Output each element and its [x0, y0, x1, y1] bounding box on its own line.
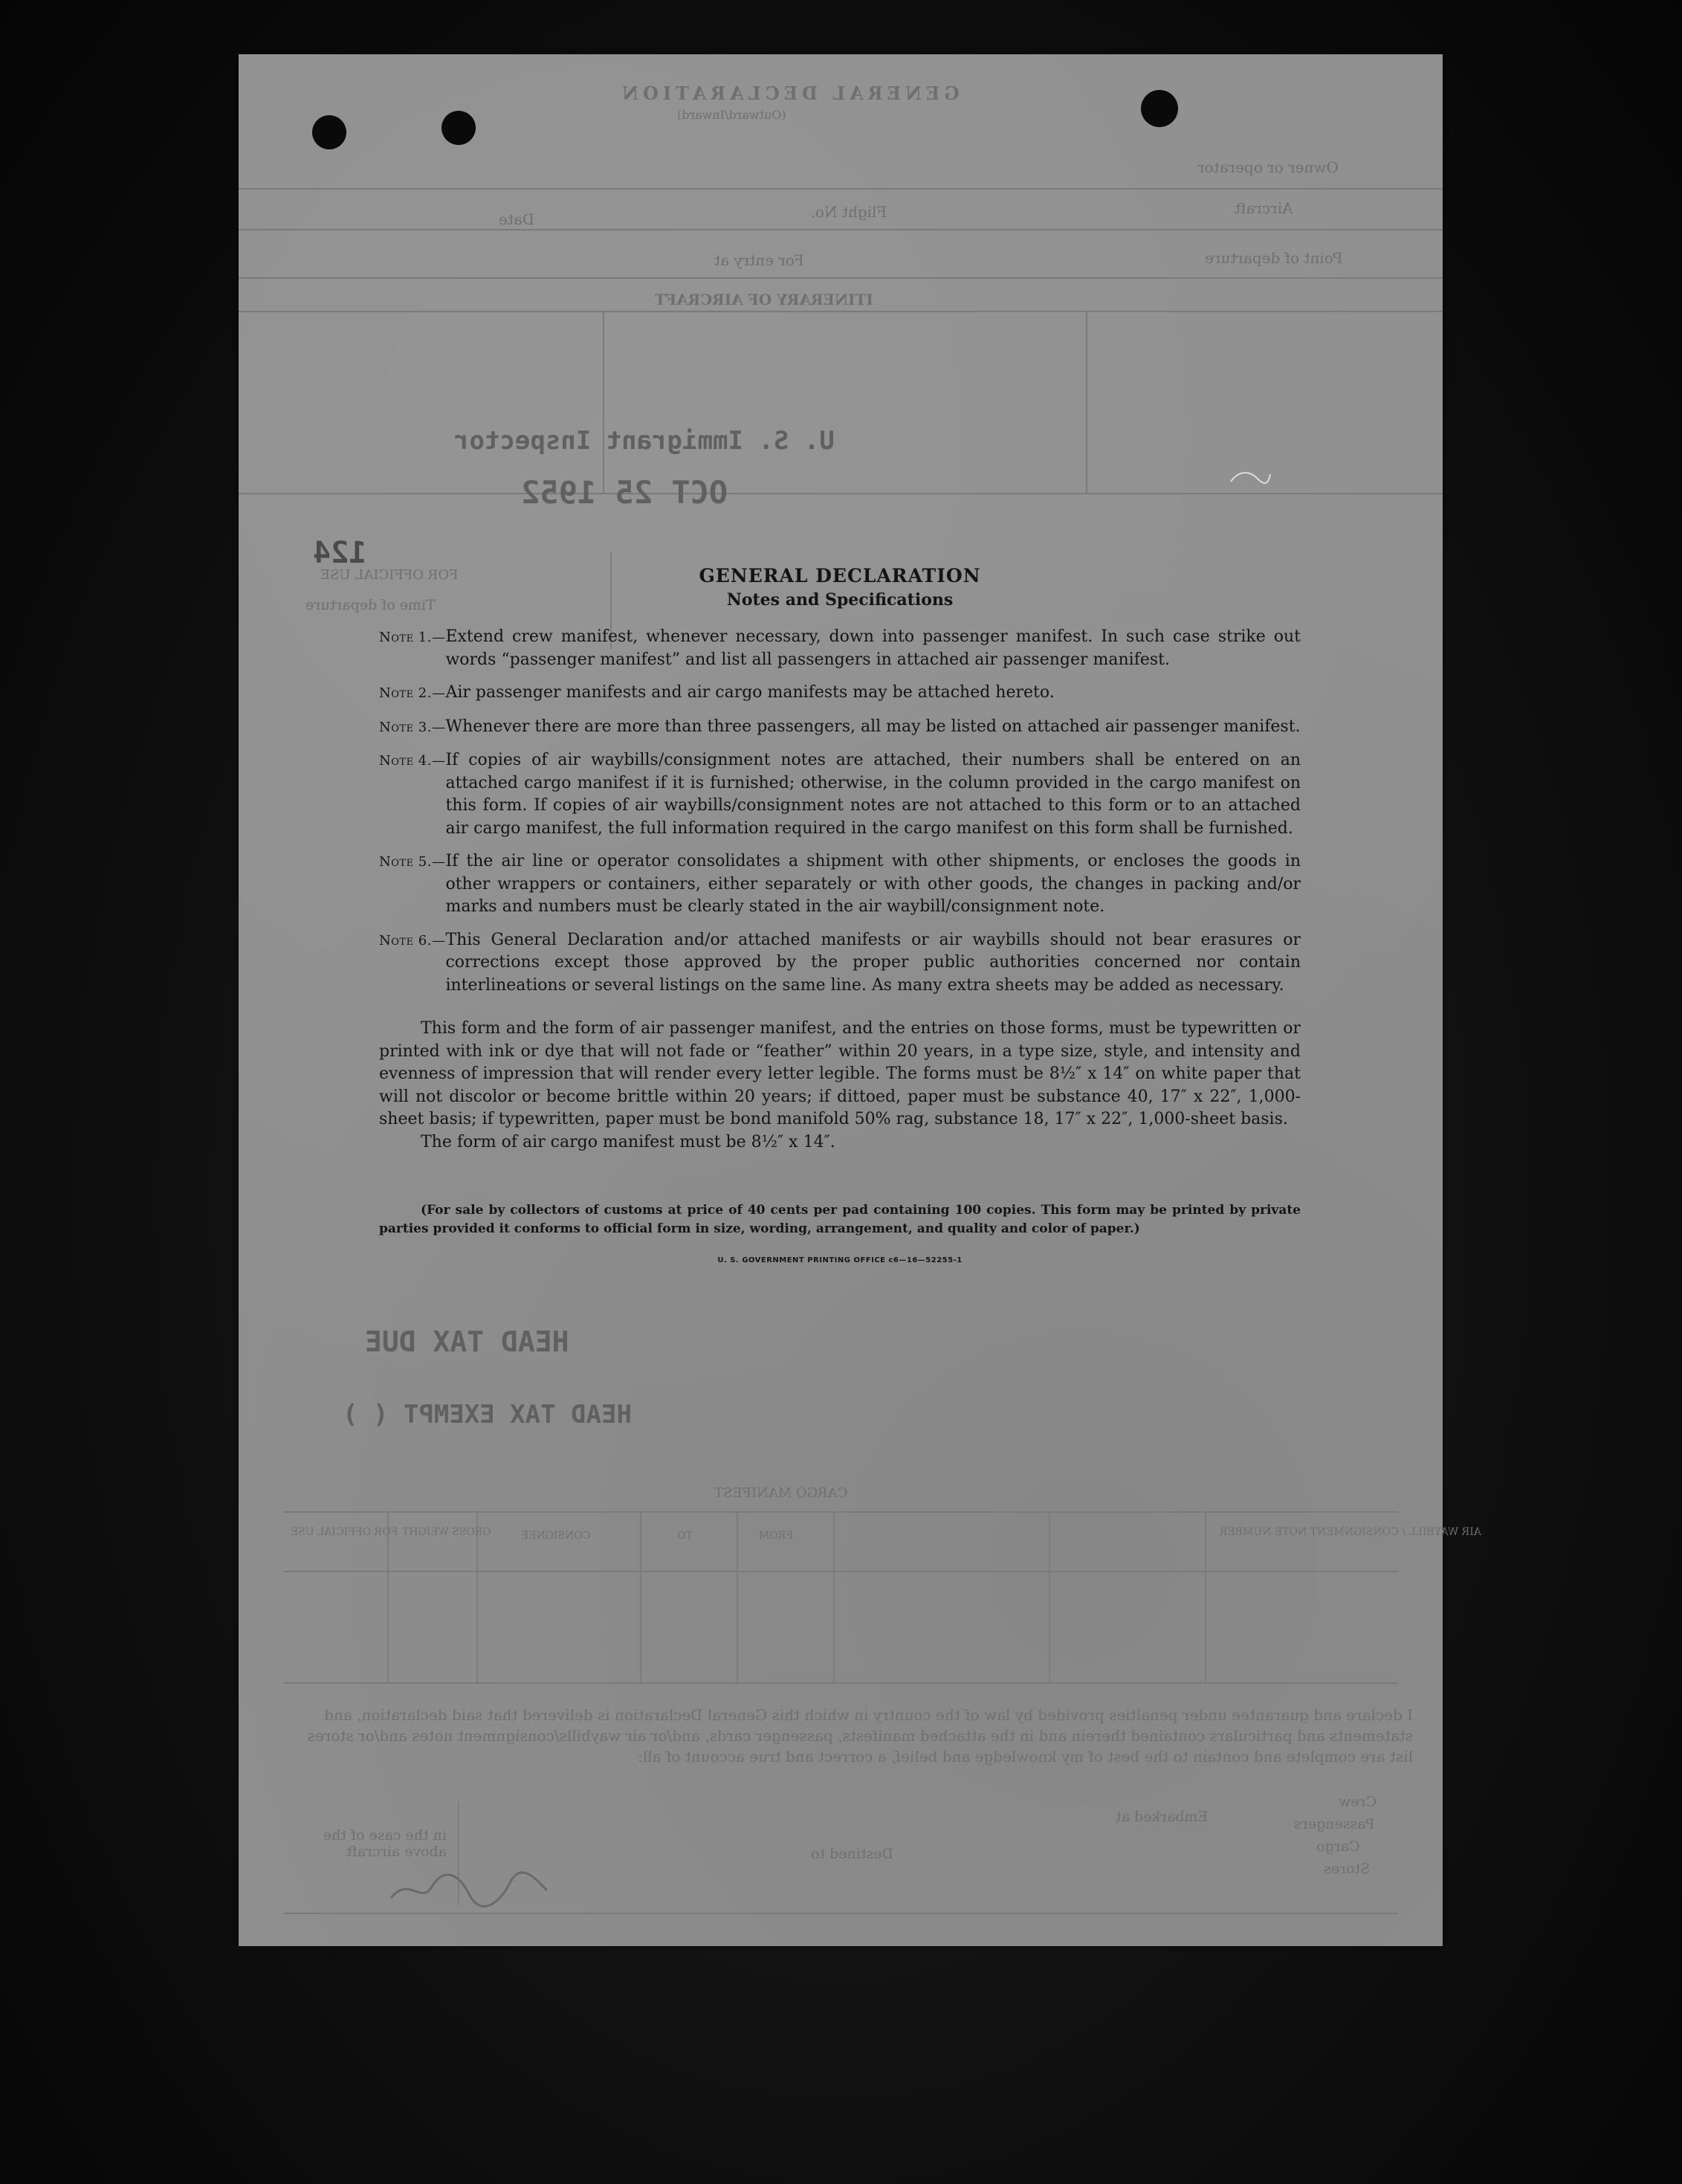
note-label: Note 4.—	[379, 753, 446, 769]
punch-hole	[441, 111, 476, 145]
ghost-cargo-manifest: CARGO MANIFEST	[714, 1485, 848, 1501]
ghost-owner-label: Owner or operator	[1197, 158, 1339, 176]
note-label: Note 1.—	[379, 630, 446, 645]
ghost-header-sub: (Outward/Inward)	[677, 108, 786, 122]
punch-hole	[312, 115, 346, 149]
note-label: Note 6.—	[379, 932, 446, 949]
ghost-aircraft-label: Aircraft	[1235, 199, 1293, 217]
note-text: Air passenger manifests and air cargo manifests may be attached hereto.	[445, 683, 1055, 702]
note-item	[379, 749, 1301, 840]
note-text: Extend crew manifest, whenever necessary, down into passenger manifest. In such case strike out words “passenger manifest” and list all passengers in attached air passenger manifest.	[445, 627, 1301, 669]
ghost-case-label: in the case of the above aircraft	[323, 1827, 447, 1860]
note-item	[379, 850, 1301, 919]
document-subtitle: Notes and Specifications	[726, 590, 954, 610]
ghost-entry-label: For entry at	[714, 251, 804, 269]
ghost-crew: Crew	[1339, 1794, 1377, 1810]
note-text: This General Declaration and/or attached manifests or air waybills should not bear erasures or corrections except those approved by the proper public authorities concerned nor contain interlineations or several listings on the same line. As many extra sheets may be added as necessary.	[445, 930, 1301, 995]
note-label: Note 2.—	[379, 685, 446, 701]
ghost-cargo-col: TO	[677, 1530, 693, 1542]
ghost-cargo-col: CONSIGNEE	[521, 1530, 591, 1542]
ghost-date-stamp: OCT 25 1952	[521, 474, 728, 511]
ghost-passengers: Passengers	[1294, 1816, 1375, 1832]
note-label: Note 5.—	[379, 854, 446, 870]
printer-line: U. S. GOVERNMENT PRINTING OFFICE c6—16—52255-1	[717, 1256, 963, 1264]
document-title: GENERAL DECLARATION	[699, 565, 981, 587]
ghost-head-tax: HEAD TAX DUE	[365, 1325, 569, 1358]
note-text: Whenever there are more than three passengers, all may be listed on attached air passenger manifest.	[445, 717, 1301, 736]
ghost-stores: Stores	[1324, 1861, 1371, 1877]
note-text: If copies of air waybills/consignment notes are attached, their numbers shall be entered on an attached cargo manifest if it is furnished; otherwise, in the column provided in the cargo manifest on this form. If copies of air waybills/consignment notes are not attached to this form or to an attached air cargo manifest, the full information required in the cargo manifest on this form shall be furnished.	[445, 751, 1301, 838]
signature-scrawl	[387, 1861, 551, 1913]
cargo-size-line: The form of air cargo manifest must be 8½″ x 14″.	[421, 1132, 835, 1151]
punch-hole	[1141, 90, 1178, 127]
ghost-inspector-stamp: U. S. Immigrant Inspector	[454, 426, 835, 456]
ghost-date-label: Date	[499, 210, 534, 228]
ghost-flight-label: Flight No.	[811, 203, 887, 221]
ghost-official-use: FOR OFFICIAL USE	[320, 567, 459, 583]
notes-section	[379, 565, 1301, 1264]
ghost-cargo: Cargo	[1316, 1838, 1360, 1855]
ghost-header-title: GENERAL DECLARATION	[618, 83, 960, 104]
note-item	[379, 929, 1301, 998]
ghost-departure-label: Point of departure	[1205, 249, 1343, 267]
ghost-number: 124	[313, 536, 367, 570]
note-item	[379, 626, 1301, 671]
ghost-embarked: Embarked at	[1116, 1809, 1209, 1825]
ghost-cargo-col: GROSS WEIGHT	[402, 1526, 491, 1538]
note-item	[379, 682, 1301, 705]
form-requirements: This form and the form of air passenger manifest, and the entries on those forms, must be typewritten or printed with ink or dye that will not fade or “feather” within 20 years, in a type size, style, and intensity and evenness of impression that will render every letter legible. The forms must be 8½″ x 14″ on white paper that will not discolor or become brittle within 20 years; if dittoed, paper must be substance 40, 17″ x 22″, 1,000-sheet basis; if typewritten, paper must be bond manifold 50% rag, substance 18, 17″ x 22″, 1,000-sheet basis.	[379, 1019, 1301, 1128]
sale-note: (For sale by collectors of customs at price of 40 cents per pad containing 100 copies. This form may be printed by private parties provided it conforms to official form in size, wording, arrangement, and quality and color of paper.)	[379, 1203, 1301, 1236]
note-text: If the air line or operator consolidates a shipment with other shipments, or encloses the goods in other wrappers or containers, either separately or with other goods, the changes in packing and/or marks and numbers must be clearly stated in the air waybill/consignment note.	[445, 852, 1301, 916]
ghost-time-departure: Time of departure	[305, 597, 436, 613]
ghost-cargo-col: FROM	[759, 1530, 794, 1542]
ghost-destined: Destined to	[811, 1846, 893, 1862]
ghost-cargo-col: AIR WAYBILL / CONSIGNMENT NOTE NUMBER	[1220, 1526, 1481, 1538]
ghost-cargo-col: FOR OFFICIAL USE	[291, 1526, 398, 1538]
note-label: Note 3.—	[379, 719, 446, 735]
note-item	[379, 716, 1301, 740]
ghost-itinerary: ITINERARY OF AIRCRAFT	[655, 291, 873, 308]
pen-mark	[1227, 467, 1272, 489]
ghost-declaration: I declare and guarantee under penalties provided by law of the country in which this General Declaration is delivered that said declaration, and statements and particulars contained therein and in the attached manifests, passenger cards, and/or air waybills/consignment notes and/or stores list are complete and contain to the best of my knowledge and belief, a correct and true account of all:	[307, 1706, 1413, 1765]
ghost-head-tax-exempt: HEAD TAX EXEMPT ( )	[343, 1400, 632, 1429]
